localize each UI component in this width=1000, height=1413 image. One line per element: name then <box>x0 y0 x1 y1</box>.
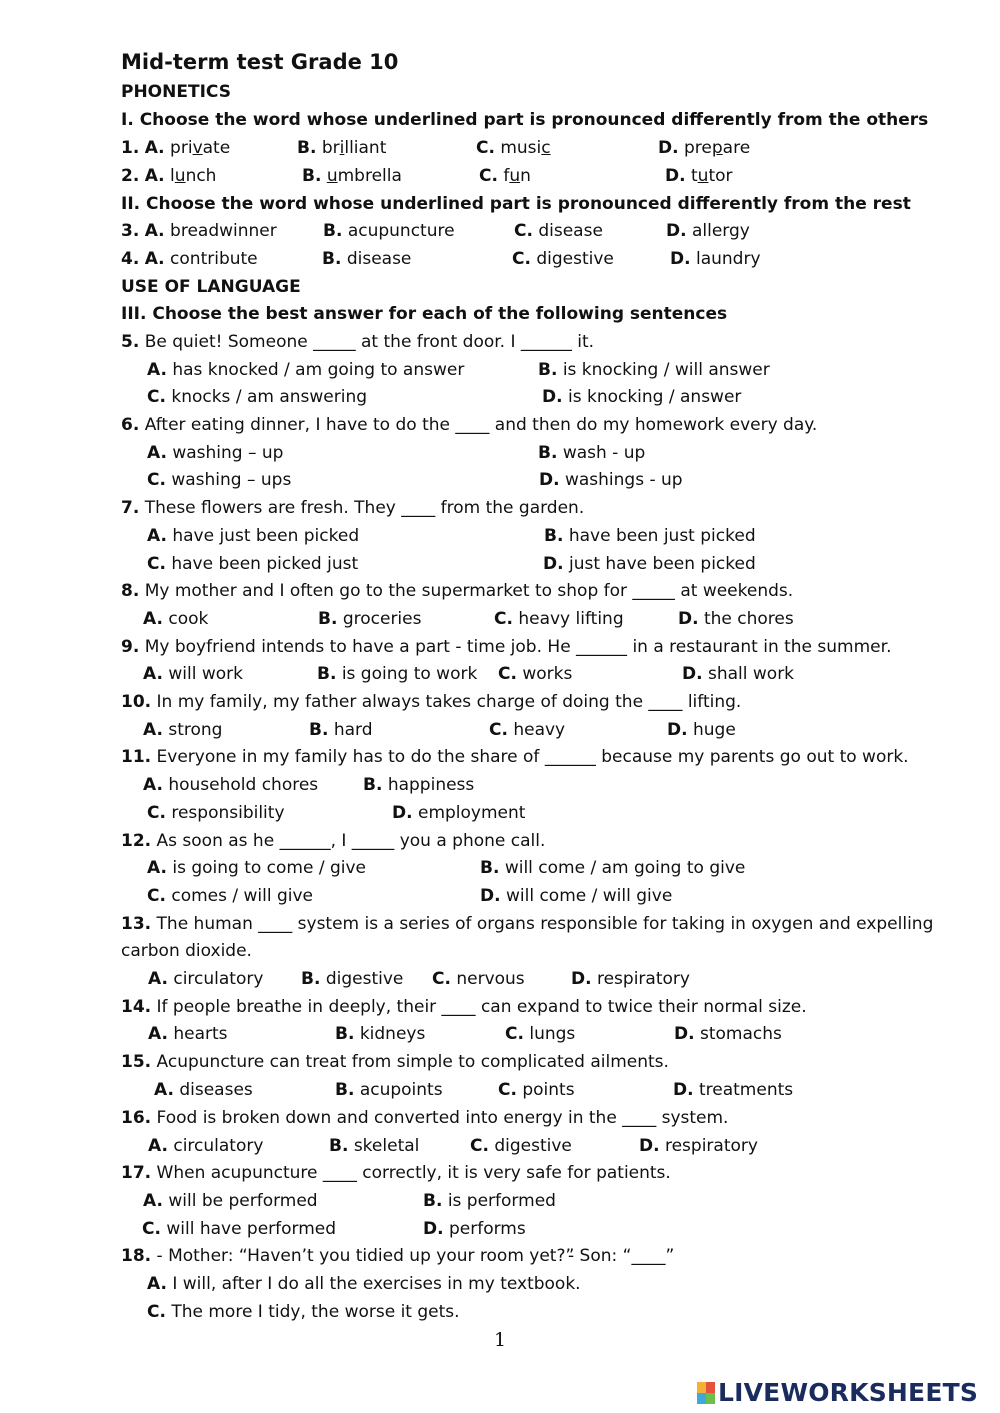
option-b[interactable]: acupuncture <box>347 221 455 241</box>
question-17-stem <box>121 1159 671 1187</box>
option-d[interactable]: stomachs <box>699 1024 782 1044</box>
option-letter: D. <box>639 1136 660 1156</box>
option-d[interactable]: employment <box>417 803 526 823</box>
option-letter: D. <box>667 720 688 740</box>
option-letter: C. <box>147 1302 166 1322</box>
logo-square <box>706 1393 715 1404</box>
liveworksheets-logo <box>697 1376 978 1410</box>
option-letter: C. <box>512 249 531 269</box>
option-letter: A. <box>148 1136 168 1156</box>
option-letter: A. <box>143 775 163 795</box>
question-number: 17. <box>121 1163 152 1183</box>
option-d[interactable]: huge <box>692 720 736 740</box>
option-letter: C. <box>147 470 166 490</box>
option-c[interactable]: comes / will give <box>171 886 314 906</box>
question-number: 11. <box>121 747 152 767</box>
section-part3-instruction: III. Choose the best answer for each of the following sentences <box>121 304 728 324</box>
option-c[interactable]: will have performed <box>166 1219 337 1239</box>
option-letter: D. <box>666 221 687 241</box>
option-letter: A. <box>144 138 165 158</box>
underlined-part: u <box>697 166 709 186</box>
option-letter: C. <box>147 554 166 574</box>
option-b[interactable]: disease <box>346 249 412 269</box>
option-b[interactable]: is going to work <box>341 664 478 684</box>
option-b[interactable]: will come / am going to give <box>504 858 746 878</box>
option-a[interactable]: circulatory <box>173 1136 264 1156</box>
option-d[interactable] <box>684 138 750 158</box>
option-c[interactable]: digestive <box>494 1136 572 1156</box>
option-a[interactable]: will be performed <box>168 1191 318 1211</box>
underlined-part: i <box>339 138 345 158</box>
option-letter: A. <box>144 221 165 241</box>
question-number: 9. <box>121 637 140 657</box>
word-part: n <box>520 166 531 186</box>
option-letter: B. <box>363 775 383 795</box>
option-letter: A. <box>144 249 165 269</box>
question-number: 6. <box>121 415 140 435</box>
option-letter: C. <box>498 664 517 684</box>
option-letter: C. <box>505 1024 524 1044</box>
question-10-stem <box>121 688 741 716</box>
option-letter: A. <box>147 360 167 380</box>
question-number: 12. <box>121 831 152 851</box>
question-text: Everyone in my family has to do the share of ______ because my parents go out to work. <box>156 747 909 767</box>
section-use-of-language: USE OF LANGUAGE <box>121 277 301 297</box>
option-letter: D. <box>673 1080 694 1100</box>
option-a[interactable]: has knocked / am going to answer <box>172 360 465 380</box>
option-b[interactable]: kidneys <box>359 1024 426 1044</box>
option-d[interactable]: respiratory <box>596 969 690 989</box>
option-letter: A. <box>148 969 168 989</box>
option-letter: C. <box>476 138 495 158</box>
question-text-son: - Son: “____” <box>568 1246 675 1266</box>
option-letter: B. <box>538 360 558 380</box>
option-d[interactable]: performs <box>448 1219 526 1239</box>
word-part: ate <box>202 138 231 158</box>
question-13-stem-cont: carbon dioxide. <box>121 941 252 961</box>
option-a[interactable]: breadwinner <box>170 221 277 241</box>
option-letter: D. <box>542 387 563 407</box>
underlined-part: u <box>174 166 186 186</box>
option-d[interactable]: allergy <box>691 221 750 241</box>
option-c[interactable]: have been picked just <box>171 554 359 574</box>
question-number: 14. <box>121 997 152 1017</box>
option-letter: A. <box>144 166 165 186</box>
question-number: 10. <box>121 692 152 712</box>
option-letter: B. <box>302 166 322 186</box>
question-text: Acupuncture can treat from simple to complicated ailments. <box>156 1052 669 1072</box>
option-letter: A. <box>148 1024 168 1044</box>
option-letter: A. <box>143 664 163 684</box>
option-letter: D. <box>539 470 560 490</box>
option-b[interactable]: acupoints <box>359 1080 443 1100</box>
question-number: 5. <box>121 332 140 352</box>
option-d[interactable]: just have been picked <box>568 554 756 574</box>
option-b[interactable]: digestive <box>325 969 404 989</box>
option-letter: C. <box>479 166 498 186</box>
underlined-part: v <box>192 138 203 158</box>
word-part: nch <box>185 166 217 186</box>
question-text: These flowers are fresh. They ____ from the garden. <box>144 498 585 518</box>
option-c[interactable]: disease <box>538 221 603 241</box>
option-d[interactable]: shall work <box>707 664 795 684</box>
question-text: My mother and I often go to the supermarket to shop for _____ at weekends. <box>144 581 794 601</box>
option-b[interactable]: wash - up <box>562 443 646 463</box>
option-c[interactable]: responsibility <box>171 803 285 823</box>
option-letter: D. <box>678 609 699 629</box>
option-d[interactable]: will come / will give <box>505 886 673 906</box>
option-a[interactable]: have just been picked <box>172 526 360 546</box>
option-letter: D. <box>571 969 592 989</box>
option-a[interactable]: washing – up <box>172 443 284 463</box>
question-number: 8. <box>121 581 140 601</box>
option-letter: C. <box>494 609 513 629</box>
option-letter: D. <box>682 664 703 684</box>
option-c[interactable]: heavy lifting <box>518 609 624 629</box>
option-c[interactable]: digestive <box>536 249 614 269</box>
option-c[interactable]: washing – ups <box>171 470 292 490</box>
question-number: 18. <box>121 1246 152 1266</box>
option-letter: A. <box>143 1191 163 1211</box>
word-part: lliant <box>344 138 387 158</box>
option-letter: A. <box>147 526 167 546</box>
option-c[interactable]: lungs <box>529 1024 576 1044</box>
option-letter: B. <box>309 720 329 740</box>
option-b[interactable]: is performed <box>447 1191 556 1211</box>
question-number: 15. <box>121 1052 152 1072</box>
word-part: are <box>722 138 751 158</box>
option-letter: A. <box>147 1274 167 1294</box>
option-b[interactable]: happiness <box>387 775 475 795</box>
question-5-stem <box>121 328 594 356</box>
underlined-part: u <box>326 166 338 186</box>
section-phonetics: PHONETICS <box>121 82 231 102</box>
option-b[interactable] <box>322 138 387 158</box>
option-letter: B. <box>335 1024 355 1044</box>
option-letter: C. <box>489 720 508 740</box>
option-letter: B. <box>544 526 564 546</box>
option-letter: B. <box>301 969 321 989</box>
option-a[interactable]: I will, after I do all the exercises in my textbook. <box>172 1274 581 1294</box>
question-number: 13. <box>121 914 152 934</box>
option-letter: A. <box>147 443 167 463</box>
option-a[interactable] <box>170 166 216 186</box>
option-letter: B. <box>317 664 337 684</box>
question-text: When acupuncture ____ correctly, it is very safe for patients. <box>156 1163 671 1183</box>
option-letter: C. <box>147 886 166 906</box>
option-letter: B. <box>322 249 342 269</box>
option-a[interactable]: is going to come / give <box>172 858 367 878</box>
option-letter: D. <box>392 803 413 823</box>
question-16-stem <box>121 1104 728 1132</box>
question-8-stem <box>121 577 793 605</box>
option-c[interactable] <box>503 166 531 186</box>
question-9-stem <box>121 633 891 661</box>
question-number: 1. <box>121 138 140 158</box>
option-d[interactable]: treatments <box>698 1080 794 1100</box>
option-b[interactable]: groceries <box>342 609 422 629</box>
page-number: 1 <box>493 1329 507 1351</box>
option-letter: B. <box>538 443 558 463</box>
option-a[interactable]: circulatory <box>173 969 264 989</box>
option-c[interactable]: points <box>522 1080 575 1100</box>
liveworksheets-logo-icon <box>697 1382 715 1404</box>
option-a[interactable]: hearts <box>173 1024 228 1044</box>
question-11-stem <box>121 743 909 771</box>
question-text: In my family, my father always takes charge of doing the ____ lifting. <box>156 692 742 712</box>
underlined-part: p <box>711 138 723 158</box>
option-letter: A. <box>143 720 163 740</box>
logo-square <box>697 1393 706 1404</box>
option-letter: D. <box>670 249 691 269</box>
option-letter: B. <box>480 858 500 878</box>
question-text: Be quiet! Someone _____ at the front door. I ______ it. <box>144 332 595 352</box>
question-text: As soon as he ______, I _____ you a phone call. <box>156 831 546 851</box>
option-letter: B. <box>297 138 317 158</box>
option-letter: A. <box>143 609 163 629</box>
option-letter: B. <box>335 1080 355 1100</box>
option-letter: D. <box>665 166 686 186</box>
logo-text: LIVEWORKSHEETS <box>718 1378 979 1407</box>
option-c[interactable]: nervous <box>456 969 525 989</box>
option-letter: C. <box>514 221 533 241</box>
option-letter: B. <box>329 1136 349 1156</box>
option-letter: B. <box>318 609 338 629</box>
option-letter: A. <box>147 858 167 878</box>
word-part: tor <box>708 166 733 186</box>
option-c[interactable]: heavy <box>513 720 566 740</box>
word-part: t <box>690 166 698 186</box>
question-7-stem <box>121 494 584 522</box>
question-number: 3. <box>121 221 140 241</box>
option-letter: C. <box>147 387 166 407</box>
option-letter: D. <box>674 1024 695 1044</box>
option-letter: D. <box>658 138 679 158</box>
option-letter: C. <box>142 1219 161 1239</box>
underlined-part: u <box>509 166 521 186</box>
option-a[interactable]: will work <box>168 664 243 684</box>
option-a[interactable]: diseases <box>179 1080 253 1100</box>
question-text: After eating dinner, I have to do the ____ and then do my homework every day. <box>144 415 818 435</box>
option-letter: D. <box>543 554 564 574</box>
page-title: Mid-term test Grade 10 <box>121 50 399 74</box>
option-letter: B. <box>323 221 343 241</box>
option-d[interactable] <box>691 166 733 186</box>
option-letter: C. <box>498 1080 517 1100</box>
option-a[interactable]: household chores <box>168 775 319 795</box>
option-c[interactable]: The more I tidy, the worse it gets. <box>171 1302 460 1322</box>
option-a[interactable] <box>170 138 230 158</box>
question-number: 16. <box>121 1108 152 1128</box>
word-part: musi <box>500 138 542 158</box>
question-number: 2. <box>121 166 140 186</box>
question-12-stem <box>121 827 545 855</box>
word-part: br <box>321 138 340 158</box>
question-text: My boyfriend intends to have a part - time job. He ______ in a restaurant in the summer. <box>144 637 892 657</box>
logo-square <box>706 1382 715 1393</box>
word-part: pre <box>683 138 712 158</box>
question-6-stem <box>121 411 817 439</box>
question-text: The human ____ system is a series of organs responsible for taking in oxygen and expelling <box>156 914 934 934</box>
logo-square <box>697 1382 706 1393</box>
question-13-stem <box>121 910 933 938</box>
option-d[interactable]: respiratory <box>664 1136 758 1156</box>
option-letter: A. <box>154 1080 174 1100</box>
option-letter: C. <box>432 969 451 989</box>
question-number: 7. <box>121 498 140 518</box>
option-d[interactable]: laundry <box>695 249 761 269</box>
option-b[interactable] <box>327 166 402 186</box>
option-d[interactable]: the chores <box>703 609 794 629</box>
section-part1-instruction: I. Choose the word whose underlined part is pronounced differently from the others <box>121 110 929 130</box>
option-a[interactable]: contribute <box>170 249 258 269</box>
option-b[interactable]: is knocking / will answer <box>562 360 770 380</box>
underlined-part: c <box>541 138 551 158</box>
word-part: pri <box>170 138 193 158</box>
option-letter: C. <box>147 803 166 823</box>
question-15-stem <box>121 1048 669 1076</box>
option-b[interactable]: have been just picked <box>568 526 756 546</box>
option-a[interactable]: cook <box>168 609 209 629</box>
question-text: - Mother: “Haven’t you tidied up your room yet?” <box>156 1246 575 1266</box>
option-d[interactable]: washings - up <box>564 470 683 490</box>
question-number: 4. <box>121 249 140 269</box>
question-text: If people breathe in deeply, their ____ can expand to twice their normal size. <box>156 997 807 1017</box>
question-text: Food is broken down and converted into energy in the ____ system. <box>156 1108 729 1128</box>
option-letter: C. <box>470 1136 489 1156</box>
option-letter: B. <box>423 1191 443 1211</box>
option-c[interactable]: works <box>522 664 573 684</box>
section-part2-instruction: II. Choose the word whose underlined part is pronounced differently from the rest <box>121 194 911 214</box>
option-a[interactable]: strong <box>168 720 223 740</box>
option-d[interactable]: is knocking / answer <box>567 387 742 407</box>
option-c[interactable] <box>500 138 550 158</box>
option-letter: D. <box>480 886 501 906</box>
option-c[interactable]: knocks / am answering <box>171 387 368 407</box>
word-part: l <box>170 166 175 186</box>
option-b[interactable]: hard <box>333 720 373 740</box>
word-part: f <box>503 166 510 186</box>
word-part: mbrella <box>337 166 402 186</box>
option-b[interactable]: skeletal <box>353 1136 420 1156</box>
question-14-stem <box>121 993 807 1021</box>
option-letter: D. <box>423 1219 444 1239</box>
